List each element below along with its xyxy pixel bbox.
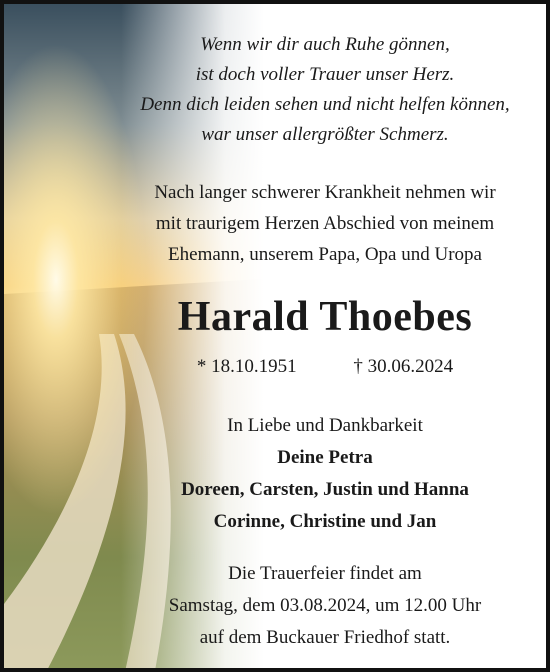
service-line: Die Trauerfeier findet am (228, 563, 422, 584)
birth-date: * 18.10.1951 (196, 356, 297, 377)
life-dates (104, 356, 546, 378)
intro-text (104, 177, 546, 270)
mourners-intro: In Liebe und Dankbarkeit (227, 415, 423, 436)
mourner-line: Deine Petra (277, 447, 373, 468)
mourner-line: Corinne, Christine und Jan (213, 511, 437, 532)
verse-line: war unser allergrößter Schmerz. (201, 124, 449, 145)
obituary-text (104, 4, 546, 668)
service-line: Samstag, dem 03.08.2024, um 12.00 Uhr (168, 595, 482, 616)
service-line: auf dem Buckauer Friedhof statt. (199, 627, 451, 648)
death-date: † 30.06.2024 (353, 356, 454, 377)
verse-line: Wenn wir dir auch Ruhe gönnen, (200, 34, 450, 55)
mourners (104, 410, 546, 538)
mourner-line: Doreen, Carsten, Justin und Hanna (181, 479, 469, 500)
verse (104, 30, 546, 150)
deceased-name: Harald Thoebes (177, 294, 473, 340)
intro-line: Ehemann, unserem Papa, Opa und Uropa (168, 244, 482, 265)
intro-line: mit traurigem Herzen Abschied von meinem (155, 213, 495, 234)
funeral-service-info (104, 558, 546, 654)
verse-line: ist doch voller Trauer unser Herz. (195, 64, 455, 85)
verse-line: Denn dich leiden sehen und nicht helfen können, (140, 94, 510, 115)
intro-line: Nach langer schwerer Krankheit nehmen wir (154, 182, 496, 203)
